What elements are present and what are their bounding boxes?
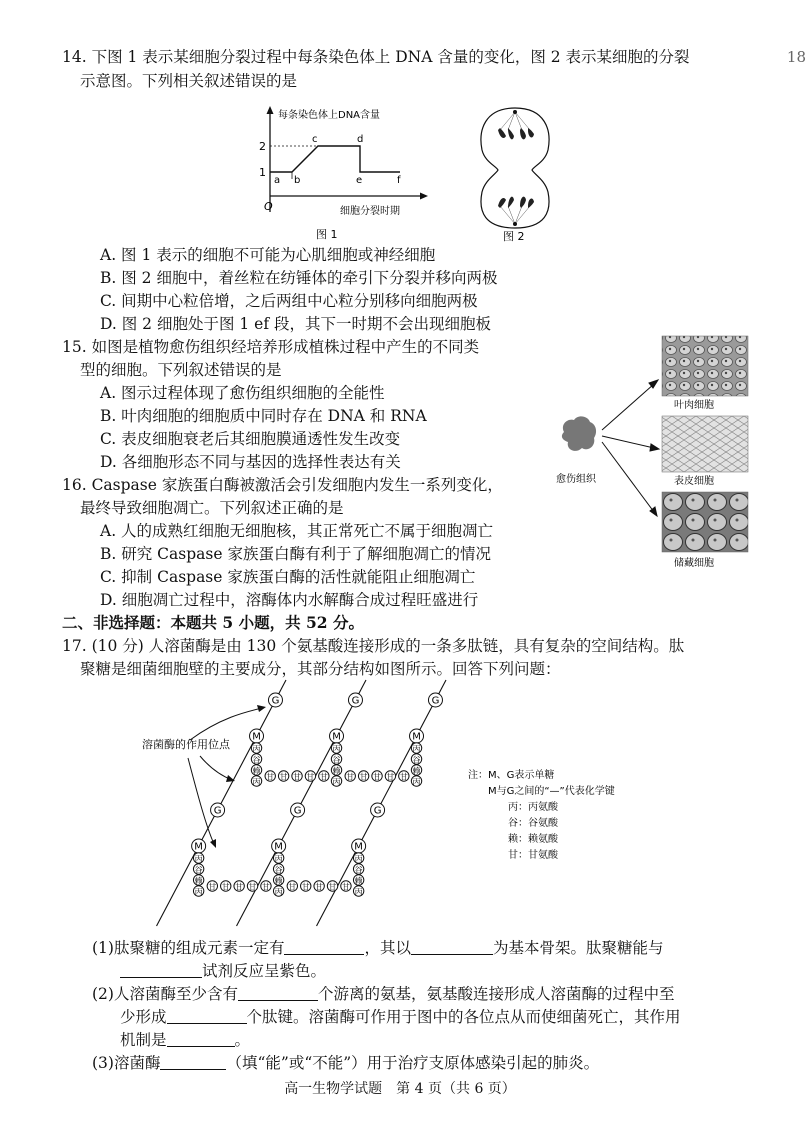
sugar-m (192, 839, 206, 853)
mesophyll-cell-micrograph (662, 336, 748, 396)
glycine-bridge (327, 881, 337, 892)
amino-acid-0 (273, 853, 283, 864)
svg-text:甘: 甘 (301, 882, 310, 892)
svg-text:丙: 丙 (332, 744, 341, 754)
svg-text:G: G (351, 695, 360, 707)
q17-peptidoglycan-structure (140, 676, 710, 938)
amino-acid-2 (331, 765, 341, 776)
note-gly: 甘：甘氨酸 (508, 850, 558, 861)
glycine-bridge (385, 771, 395, 782)
svg-text:G: G (213, 805, 222, 817)
svg-text:丙: 丙 (354, 887, 363, 897)
fig1-point-a: a (274, 175, 281, 186)
q14-option-d: D. 图 2 细胞处于图 1 ef 段，其下一时期不会出现细胞板 (100, 315, 491, 333)
svg-text:谷: 谷 (332, 755, 341, 765)
svg-text:丙: 丙 (412, 744, 421, 754)
amino-acid-3 (411, 776, 421, 787)
glycine-bridge (341, 881, 351, 892)
sugar-g (211, 803, 225, 817)
section-2-heading: 二、非选择题：本题共 5 小题，共 52 分。 (62, 613, 364, 632)
note-title: 注：M、G表示单糖 (468, 770, 555, 781)
amino-acid-3 (251, 776, 261, 787)
svg-text:M: M (194, 841, 203, 853)
glycine-bridge (221, 881, 231, 892)
q14-stem-line1: 14. 下图 1 表示某细胞分裂过程中每条染色体上 DNA 含量的变化，图 2 表示某细胞的分裂 (62, 48, 690, 66)
svg-text:丙: 丙 (252, 777, 261, 787)
svg-text:谷: 谷 (354, 865, 363, 875)
fig1-point-c: c (312, 134, 318, 145)
fig1-origin: O (264, 200, 273, 213)
amino-acid-0 (411, 743, 421, 754)
svg-text:甘: 甘 (386, 772, 395, 782)
q14-figure-1-dna-graph (250, 100, 430, 240)
sugar-m (352, 839, 366, 853)
q15-stem-line2: 型的细胞。下列叙述错误的是 (80, 361, 282, 379)
answer-blank-1[interactable] (284, 938, 364, 955)
amino-acid-0 (251, 743, 261, 754)
amino-acid-1 (273, 864, 283, 875)
sugar-g (291, 803, 305, 817)
q16-stem-line2: 最终导致细胞凋亡。下列叙述正确的是 (80, 499, 344, 517)
q17-sub2-line3: 机制是 。 (120, 1031, 251, 1049)
svg-text:甘: 甘 (373, 772, 382, 782)
page-edge-marker: 18 (786, 48, 806, 66)
svg-text:甘: 甘 (266, 772, 275, 782)
q16-option-c: C. 抑制 Caspase 家族蛋白酶的活性就能阻止细胞凋亡 (100, 568, 476, 586)
q17-stem-line2: 聚糖是细菌细胞壁的主要成分，其部分结构如图所示。回答下列问题： (80, 660, 561, 678)
svg-text:丙: 丙 (274, 854, 283, 864)
amino-acid-1 (251, 754, 261, 765)
q17-sub1-line1: (1)肽聚糖的组成元素一定有 ，其以 为基本骨架。肽聚糖能与 (92, 939, 664, 957)
q14-option-c: C. 间期中心粒倍增，之后两组中心粒分别移向细胞两极 (100, 292, 478, 310)
answer-blank-6[interactable] (167, 1030, 235, 1047)
amino-acid-1 (331, 754, 341, 765)
note-lys: 赖：赖氨酸 (508, 834, 558, 845)
svg-text:赖: 赖 (412, 766, 421, 776)
sugar-m (250, 729, 264, 743)
svg-text:甘: 甘 (288, 882, 297, 892)
fig1-point-e: e (356, 175, 363, 186)
q17-sub3-line1: (3)溶菌酶 （填“能”或“不能”）用于治疗支原体感染引起的肺炎。 (92, 1054, 600, 1072)
glycine-bridge (305, 771, 315, 782)
sugar-g (428, 693, 442, 707)
amino-acid-1 (353, 864, 363, 875)
svg-text:甘: 甘 (346, 772, 355, 782)
svg-text:谷: 谷 (412, 755, 421, 765)
answer-blank-2[interactable] (411, 938, 493, 955)
glycine-bridge (261, 881, 271, 892)
amino-acid-2 (273, 875, 283, 886)
amino-acid-0 (331, 743, 341, 754)
sugar-m (272, 839, 286, 853)
fig1-point-f: f (397, 175, 401, 186)
svg-text:赖: 赖 (354, 876, 363, 886)
amino-acid-1 (411, 754, 421, 765)
svg-text:谷: 谷 (252, 755, 261, 765)
svg-text:M: M (252, 731, 261, 743)
fig1-point-d: d (357, 134, 364, 145)
note-ala: 丙：丙氨酸 (508, 802, 558, 813)
label-callus: 愈伤组织 (556, 474, 596, 485)
glycine-bridge (301, 881, 311, 892)
amino-acid-3 (353, 886, 363, 897)
amino-acid-3 (193, 886, 203, 897)
fig1-dna-curve (270, 146, 400, 172)
q14-stem-line2: 示意图。下列相关叙述错误的是 (80, 72, 298, 90)
svg-text:甘: 甘 (306, 772, 315, 782)
glycine-bridge (319, 771, 329, 782)
amino-acid-0 (353, 853, 363, 864)
svg-text:谷: 谷 (274, 865, 283, 875)
svg-text:甘: 甘 (399, 772, 408, 782)
q17-stem-line1: 17. (10 分) 人溶菌酶是由 130 个氨基酸连接形成的一条多肽链，具有复杂的空间结构。肽 (62, 637, 685, 655)
svg-text:丙: 丙 (274, 887, 283, 897)
q17-sub2-line1: (2)人溶菌酶至少含有 个游离的氨基，氨基酸连接形成人溶菌酶的过程中至 (92, 985, 675, 1003)
q14-option-b: B. 图 2 细胞中，着丝粒在纺锤体的牵引下分裂并移向两极 (100, 269, 498, 287)
epidermis-cell-micrograph (662, 416, 748, 472)
amino-acid-2 (353, 875, 363, 886)
q16-stem-line1: 16. Caspase 家族蛋白酶被激活会引发细胞内发生一系列变化， (62, 476, 503, 494)
q15-option-d: D. 各细胞形态不同与基因的选择性表达有关 (100, 453, 401, 471)
glycine-bridge (278, 771, 288, 782)
svg-text:甘: 甘 (293, 772, 302, 782)
amino-acid-2 (193, 875, 203, 886)
svg-text:谷: 谷 (194, 865, 203, 875)
glycine-bridge (207, 881, 217, 892)
fig1-point-b: b (294, 175, 301, 186)
q15-figure-callus-differentiation (552, 332, 752, 574)
callus-tissue-blob (562, 416, 596, 451)
glycine-bridge (247, 881, 257, 892)
fig2-caption: 图 2 (503, 230, 525, 243)
glycine-bridge (265, 771, 275, 782)
q17-sub1-line2: 试剂反应呈紫色。 (120, 960, 326, 982)
svg-text:赖: 赖 (274, 876, 283, 886)
label-storage: 储藏细胞 (674, 558, 714, 569)
svg-text:丙: 丙 (332, 777, 341, 787)
svg-text:甘: 甘 (279, 772, 288, 782)
amino-acid-2 (251, 765, 261, 776)
sugar-g (371, 803, 385, 817)
glycine-bridge (358, 771, 368, 782)
amino-acid-0 (193, 853, 203, 864)
svg-text:甘: 甘 (319, 772, 328, 782)
fig1-ytick-1: 1 (259, 166, 266, 179)
svg-text:丙: 丙 (412, 777, 421, 787)
sugar-m (410, 729, 424, 743)
q16-option-a: A. 人的成熟红细胞无细胞核，其正常死亡不属于细胞凋亡 (100, 522, 494, 540)
label-mesophyll: 叶肉细胞 (674, 400, 714, 411)
sugar-g (348, 693, 362, 707)
glycine-bridge (292, 771, 302, 782)
q16-option-b: B. 研究 Caspase 家族蛋白酶有利于了解细胞凋亡的情况 (100, 545, 491, 563)
svg-text:赖: 赖 (194, 876, 203, 886)
svg-text:丙: 丙 (354, 854, 363, 864)
glycine-bridge (234, 881, 244, 892)
answer-blank-3[interactable] (120, 961, 202, 978)
svg-text:丙: 丙 (194, 854, 203, 864)
q17-sub2-line2: 少形成 个肽键。溶菌酶可作用于图中的各位点从而使细菌死亡，其作用 (120, 1008, 681, 1026)
svg-text:甘: 甘 (359, 772, 368, 782)
page-footer: 高一生物学试题 第 4 页（共 6 页） (284, 1081, 516, 1097)
amino-acid-2 (411, 765, 421, 776)
svg-text:甘: 甘 (221, 882, 230, 892)
storage-cell-micrograph (662, 492, 748, 552)
svg-text:M: M (332, 731, 341, 743)
glycine-bridge (399, 771, 409, 782)
answer-blank-4[interactable] (238, 984, 318, 1001)
q14-option-a: A. 图 1 表示的细胞不可能为心肌细胞或神经细胞 (100, 246, 436, 264)
q16-option-d: D. 细胞凋亡过程中，溶酶体内水解酶合成过程旺盛进行 (100, 591, 479, 609)
svg-text:丙: 丙 (194, 887, 203, 897)
q15-option-a: A. 图示过程体现了愈伤组织细胞的全能性 (100, 384, 385, 402)
glycine-bridge (345, 771, 355, 782)
svg-text:G: G (271, 695, 280, 707)
svg-text:G: G (373, 805, 382, 817)
q15-stem-line1: 15. 如图是植物愈伤组织经培养形成植株过程中产生的不同类 (62, 338, 480, 356)
fig1-caption: 图 1 (316, 228, 338, 241)
svg-text:甘: 甘 (315, 882, 324, 892)
svg-text:G: G (431, 695, 440, 707)
svg-text:甘: 甘 (341, 882, 350, 892)
label-epidermis: 表皮细胞 (674, 476, 714, 487)
amino-acid-3 (273, 886, 283, 897)
sugar-m (330, 729, 344, 743)
sugar-g (268, 693, 282, 707)
svg-text:甘: 甘 (208, 882, 217, 892)
svg-text:M: M (412, 731, 421, 743)
q14-figure-2-dividing-cell (470, 100, 560, 242)
fig1-xlabel: 细胞分裂时期 (340, 206, 400, 217)
answer-blank-7[interactable] (160, 1053, 226, 1070)
glycine-bridge (287, 881, 297, 892)
note-glu: 谷：谷氨酸 (508, 818, 558, 829)
fig1-ylabel: 每条染色体上DNA含量 (278, 110, 381, 121)
svg-text:赖: 赖 (252, 766, 261, 776)
note-bond: M与G之间的“—”代表化学键 (488, 786, 615, 797)
svg-text:甘: 甘 (235, 882, 244, 892)
svg-text:甘: 甘 (261, 882, 270, 892)
svg-text:甘: 甘 (328, 882, 337, 892)
svg-text:甘: 甘 (248, 882, 257, 892)
answer-blank-5[interactable] (167, 1007, 247, 1024)
q15-option-c: C. 表皮细胞衰老后其细胞膜通透性发生改变 (100, 430, 401, 448)
amino-acid-3 (331, 776, 341, 787)
glycine-bridge (314, 881, 324, 892)
glycine-bridge (372, 771, 382, 782)
q15-option-b: B. 叶肉细胞的细胞质中同时存在 DNA 和 RNA (100, 407, 427, 425)
amino-acid-1 (193, 864, 203, 875)
svg-text:M: M (354, 841, 363, 853)
svg-text:丙: 丙 (252, 744, 261, 754)
svg-text:M: M (274, 841, 283, 853)
fig1-ytick-2: 2 (259, 140, 266, 153)
svg-text:赖: 赖 (332, 766, 341, 776)
svg-text:G: G (293, 805, 302, 817)
site-label: 溶菌酶的作用位点 (142, 738, 230, 751)
